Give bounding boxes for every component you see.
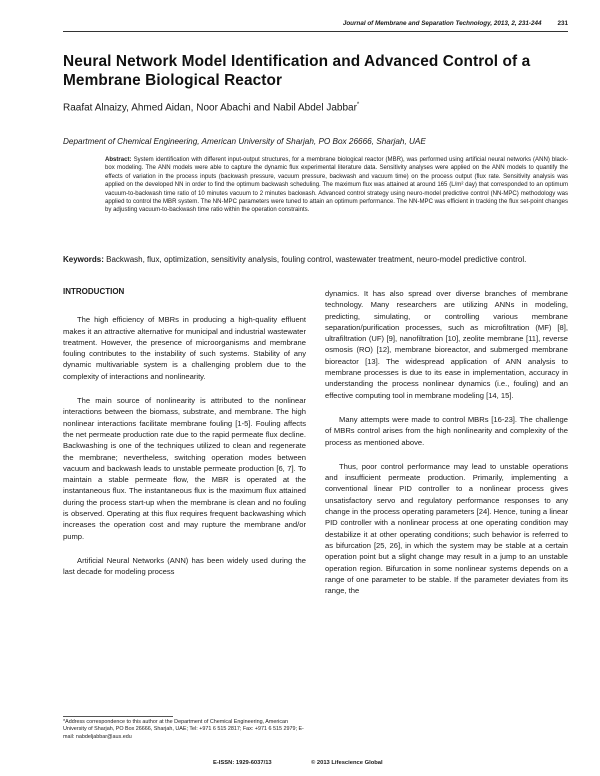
abstract-label: Abstract: [105,157,132,163]
keywords-label: Keywords: [63,255,104,264]
paragraph: dynamics. It has also spread over diverse branches of membrane technology. Many researchers are utilizing ANNs in modeling, predicting, simulating, or controlling various membrane separation/purification processes, such as microfiltration (MF) [8], ultrafiltration (UF) [9], nanofiltration [10], zeolite membrane [11], reverse osmosis (RO) [12], membrane bioreactor, and submerged membrane bioreactor [13]. The widespread application of ANN analysis to membrane processes is due to its ease in implementation, accuracy in understanding the process nonlinear dynamics (i.e., fouling) and an effective computing tool in membrane modeling [14, 15]. [325,289,568,400]
paragraph: Many attempts were made to control MBRs [16-23]. The challenge of MBRs control arises from the high nonlinearity and complexity of the process as mentioned above. [325,414,568,447]
keywords [63,254,568,266]
journal-citation: Journal of Membrane and Separation Technology, 2013, 2, 231-244 [342,20,542,27]
page-number: 231 [557,20,568,27]
footnote-rule [63,716,173,717]
correspondence-footnote: *Address correspondence to this author at the Department of Chemical Engineering, American University of Sharjah, PO Box 26666, Sharjah, UAE; Tel: +971 6 515 2817; Fax: +971 6 515 2979; E-mail: nabdeljabbar@aus.edu [63,719,304,740]
issn: E-ISSN: 1929-6037/13 [213,760,272,766]
authors-text: Raafat Alnaizy, Ahmed Aidan, Noor Abachi and Nabil Abdel Jabbar [63,102,357,114]
author-list [63,98,568,115]
header-rule [63,31,568,32]
abstract-text: System identification with different input-output structures, for a membrane biological reactor (MBR), was performed using artificial neural networks (ANN) black-box modeling. The ANN models were able to capture the dynamic flux experimental literature data. Sensitivity analyses were applied on the ANN models to quantify the effects of variation in the process inputs (backwash pressure, vacuum pressure, backwash and vacuum time) on the process output (flux rate. Sensitivity analysis was applied on the developed NN in order to find the optimum backwash scheduling. The maximum flux was attained at around 165 (L/m² day) that corresponded to an optimum vacuum-to-backwash time ratio of 10 minutes vacuum to 2 minutes backwash. Advanced control strategy using neuro-model predictive control (NN-MPC) methodology was applied to control the MBR system. The NN-MPC parameters were tuned to attain an optimum performance. The NN-MPC was efficient in tracking the flux set-point changes by adjusting vacuum-to-backwash time ratio within the operation constraints. [105,157,568,214]
section-heading-introduction: INTRODUCTION [63,287,125,296]
running-header [0,20,568,27]
corresponding-mark: * [356,102,360,108]
affiliation: Department of Chemical Engineering, American University of Sharjah, PO Box 26666, Sharjah, UAE [63,137,426,146]
left-column [63,286,306,591]
abstract [105,156,568,215]
keywords-text: Backwash, flux, optimization, sensitivity analysis, fouling control, wastewater treatment, neuro-model predictive control. [106,255,527,264]
paragraph: The high efficiency of MBRs in producing a high-quality effluent makes it an attractive alternative for municipal and industrial wastewater treatment. However, the presence of microorganisms and membrane fouling contributes to the instability of such systems. Stability of any dynamic multivariable system is a challenging problem due to the complexity of interactions and nonlinearity. [63,315,306,381]
publisher-copyright: © 2013 Lifescience Global [311,760,383,766]
paragraph: The main source of nonlinearity is attributed to the nonlinear interactions between the biomass, substrate, and membrane. The high nonlinear interactions facilitate membrane fouling [1-5]. Fouling affects the net permeate production rate due to the rapid permeate flux decline. Backwashing is one of the techniques utilized to clean and regenerate the membrane; nevertheless, switching operation modes between vacuum and backwash leads to unstable permeate production [6, 7]. To maintain a stable permeate flow, the MBR is operated at the instantaneous flux. The instantaneous flux is the maximum flux attained during the process start-up when the membrane is clean and no fouling is observed. Operating at this flux requires frequent backwashing which increases the operation cost and may rupture the membrane and/or pump. [63,396,306,541]
paper-title: Neural Network Model Identification and Advanced Control of a Membrane Biological Reactor [63,53,531,89]
paragraph: Thus, poor control performance may lead to unstable operations and insufficient permeate production. Primarily, implementing a conventional linear PID controller to a nonlinear process gives unsatisfactory servo and regulatory performance responses to any change in the process operating parameters [24]. Hence, tuning a linear PID controller with a nonlinear process at one operating condition may destabilize it at other operating conditions; such behavior is referred to as bifurcation [25, 26], in which the system may be stable at a certain operation point but a slight change may result in a jump to an unstable operation region. Bifurcation in some nonlinear systems depends on a range of one parameter to be stable. If the parameter deviates from its range, the [325,461,568,596]
right-column [325,288,568,609]
paragraph: Artificial Neural Networks (ANN) has been widely used during the last decade for modeling process [63,555,306,577]
